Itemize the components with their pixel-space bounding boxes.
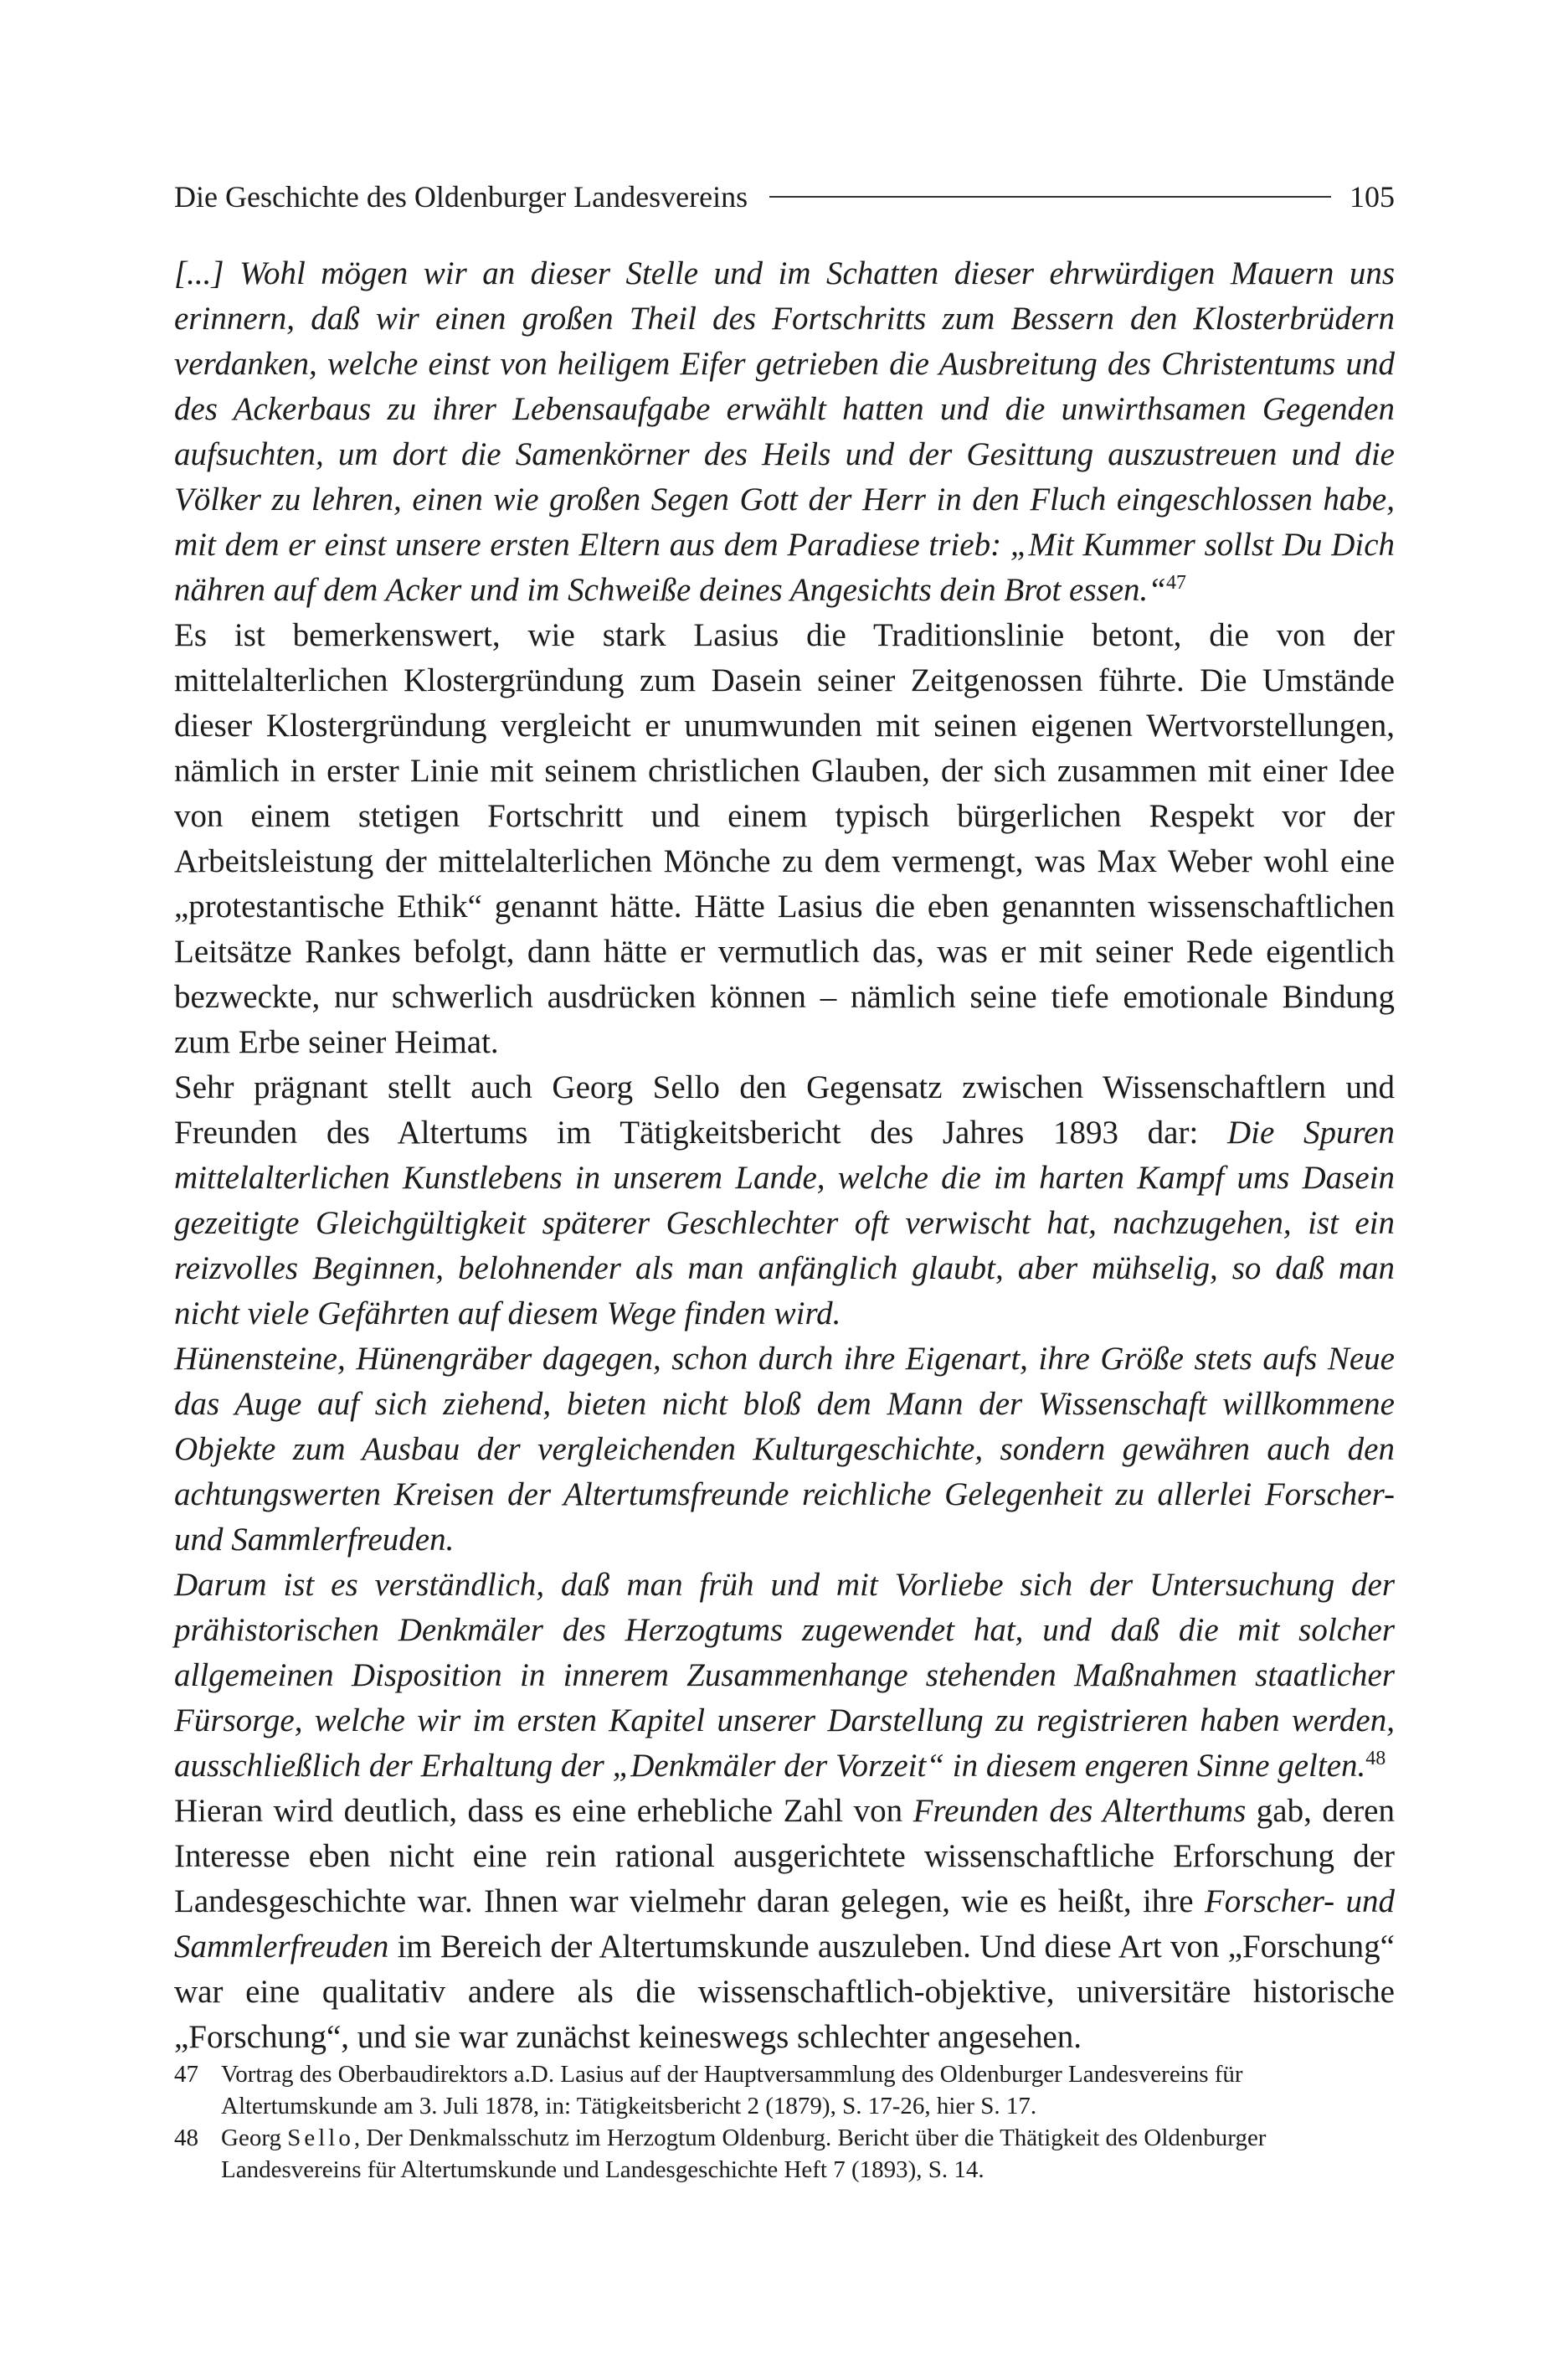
footnote-number: 48: [174, 2125, 198, 2151]
quote-lasius: [174, 251, 1395, 613]
footnote-number: 47: [174, 2061, 198, 2088]
conclusion-part-2: gab, deren Interesse eben nicht eine rein rational ausgerichtete wissenschaftliche Erforschung der Landesgeschichte war. Ihnen war vielmehr daran gelegen, wie es heißt, ihre: [174, 1793, 1395, 1919]
paragraph-sello-intro: Sehr prägnant stellt auch Georg Sello den Gegensatz zwischen Wissenschaftlern und Freunden des Altertums im Tätigkeitsbericht des Jahres 1893 dar:: [174, 1069, 1395, 1151]
conclusion-part-1: Hieran wird deutlich, dass es eine erhebliche Zahl von: [174, 1793, 913, 1829]
paragraph-sello: [174, 1065, 1395, 1337]
quote-sello-2: Hünensteine, Hünengräber dagegen, schon durch ihre Eigenart, ihre Größe stets aufs Neue das Auge auf sich ziehend, bieten nicht bloß dem Mann der Wissenschaft willkommene Objekte zum Ausbau der vergleichenden Kulturgeschichte, sondern gewähren auch den achtungswerten Kreisen der Altertumsfreunde reichliche Gelegenheit zu allerlei Forscher- und Sammlerfreuden.: [174, 1341, 1395, 1558]
quote-lasius-text: [...] Wohl mögen wir an dieser Stelle und im Schatten dieser ehrwürdigen Mauern uns erinnern, daß wir einen großen Theil des Fortschritts zum Bessern den Klosterbrüdern verdanken, welche einst von heiligem Eifer getrieben die Ausbreitung des Christentums und des Ackerbaus zu ihrer Lebensaufgabe erwählt hatten und die unwirthsamen Gegenden aufsuchten, um dort die Samenkörner des Heils und der Gesittung auszustreuen und die Völker zu lehren, einen wie großen Segen Gott der Herr in den Fluch eingeschlossen habe, mit dem er einst unsere ersten Eltern aus dem Paradiese trieb: „Mit Kummer sollst Du Dich nähren auf dem Acker und im Schweiße deines Angesichts dein Brot essen.“: [174, 255, 1395, 608]
running-head-title: Die Geschichte des Oldenburger Landesvereins: [174, 180, 748, 214]
footnote-ref-48[interactable]: 48: [1365, 1748, 1386, 1769]
footnote-text: Vortrag des Oberbaudirektors a.D. Lasius auf der Hauptversammlung des Oldenburger Landesvereins für Altertumskunde am 3. Juli 1878, in: Tätigkeitsbericht 2 (1879), S. 17-26, hier S. 17.: [221, 2061, 1243, 2119]
quote-sello-3: [174, 1563, 1395, 1789]
footnote-text: [221, 2122, 1395, 2186]
footnote-47: [174, 2058, 1395, 2122]
footnote-48: [174, 2122, 1395, 2186]
page-number: 105: [1350, 180, 1395, 214]
body-text: [174, 251, 1395, 2060]
paragraph-conclusion: [174, 1789, 1395, 2060]
conclusion-emphasis-2: Forscher- und Sammlerfreuden: [174, 1883, 1395, 1965]
footnote-author-prefix: Georg: [221, 2125, 288, 2151]
quote-sello-1: Die Spuren mittelalterlichen Kunstlebens in unserem Lande, welche die im harten Kampf ums Dasein gezeitigte Gleichgültigkeit späterer Geschlechter oft verwischt hat, nachzugehen, ist ein reizvolles Beginnen, belohnender als man anfänglich glaubt, aber mühselig, so daß man nicht viele Gefährten auf diesem Wege finden wird.: [174, 1115, 1395, 1331]
paragraph-lasius-analysis: Es ist bemerkenswert, wie stark Lasius die Traditionslinie betont, die von der mittelalterlichen Klostergründung zum Dasein seiner Zeitgenossen führte. Die Umstände dieser Klostergründung vergleicht er unumwunden mit seinen eigenen Wertvorstellungen, nämlich in erster Linie mit seinem christlichen Glauben, der sich zusammen mit einer Idee von einem stetigen Fortschritt und einem typisch bürgerlichen Respekt vor der Arbeitsleistung der mittelalterlichen Mönche zu dem vermengt, was Max Weber wohl eine „protestantische Ethik“ genannt hätte. Hätte Lasius die eben genannten wissenschaftlichen Leitsätze Rankes befolgt, dann hätte er vermutlich das, was er mit seiner Rede eigentlich bezweckte, nur schwerlich ausdrücken können – nämlich seine tiefe emotionale Bindung zum Erbe seiner Heimat.: [174, 617, 1395, 1060]
conclusion-emphasis-1: Freunden des Alterthums: [913, 1793, 1247, 1829]
quote-sello-3-text: Darum ist es verständlich, daß man früh und mit Vorliebe sich der Untersuchung der prähistorischen Denkmäler des Herzogtums zugewendet hat, und daß die mit solcher allgemeinen Disposition in innerem Zusammenhange stehenden Maßnahmen staatlicher Fürsorge, welche wir im ersten Kapitel unserer Darstellung zu registrieren haben werden, ausschließlich der Erhaltung der „Denkmäler der Vorzeit“ in diesem engeren Sinne gelten.: [174, 1567, 1395, 1784]
footnote-ref-47[interactable]: 47: [1165, 572, 1186, 594]
header-rule: [769, 196, 1331, 198]
footnotes: [174, 2058, 1395, 2186]
footnote-author: Sello: [287, 2125, 354, 2151]
conclusion-part-3: im Bereich der Altertumskunde auszuleben. Und diese Art von „Forschung“ war eine qualitativ andere als die wissenschaftlich-objektive, universitäre historische „Forschung“, und sie war zunächst keineswegs schlechter angesehen.: [174, 1929, 1395, 2055]
footnote-citation: , Der Denkmalsschutz im Herzogtum Oldenburg. Bericht über die Thätigkeit des Oldenburger Landesvereins für Altertumskunde und Landesgeschichte Heft 7 (1893), S. 14.: [221, 2125, 1267, 2183]
running-head: [174, 176, 1395, 218]
